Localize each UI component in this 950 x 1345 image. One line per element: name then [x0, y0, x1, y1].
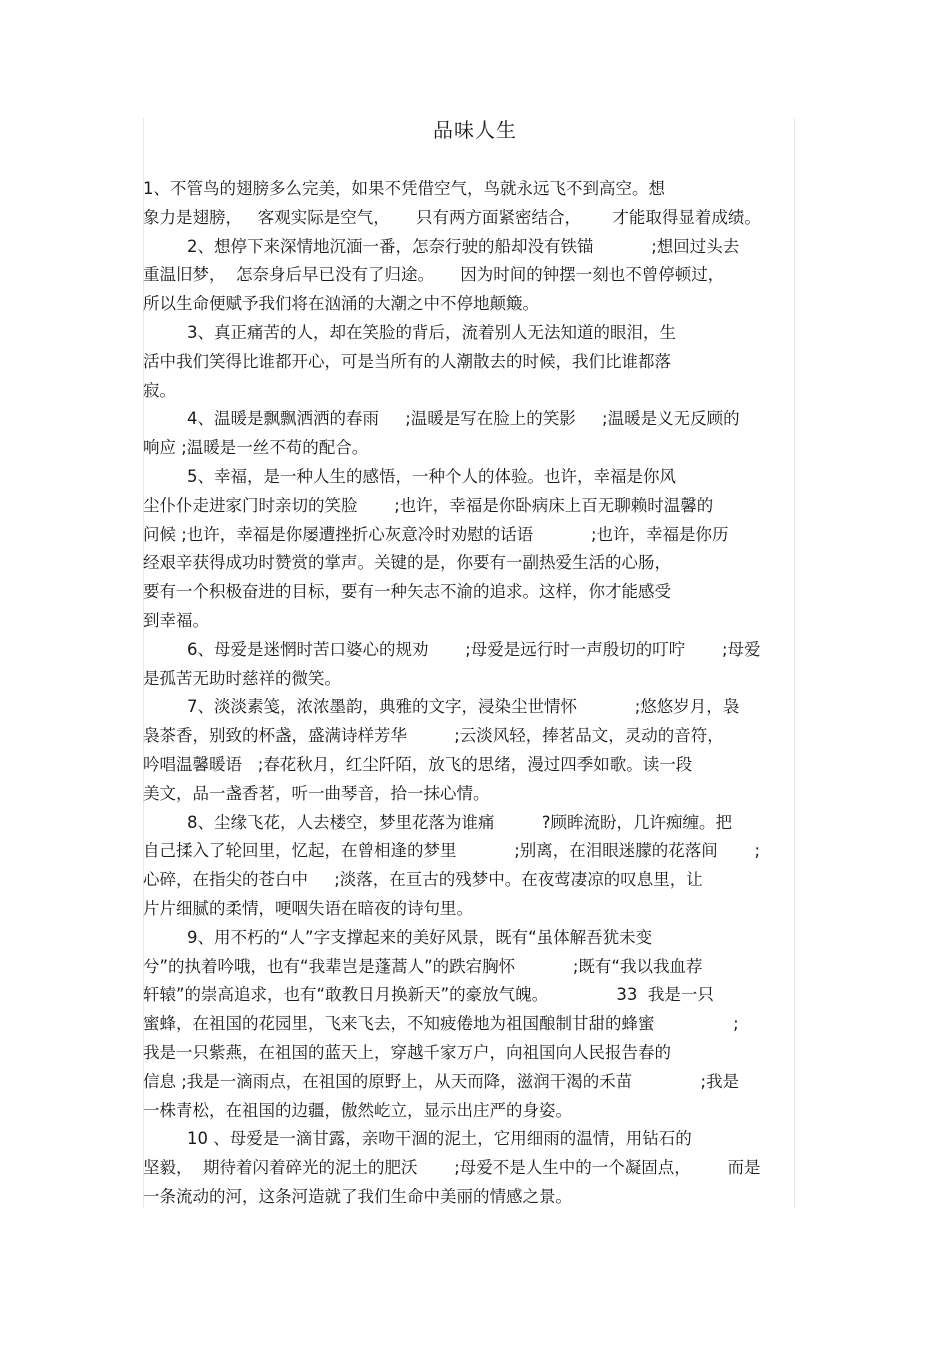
text-line: 象力是翅膀， 客观实际是空气， 只有两方面紧密结合， 才能取得显着成绩。 — [143, 207, 761, 227]
text-line: 心碎，在指尖的苍白中 ;淡落，在亘古的残梦中。在夜莺凄凉的叹息里，让 — [143, 870, 703, 890]
text-line: 7、淡淡素笺，浓浓墨韵，典雅的文字，浸染尘世情怀 ;悠悠岁月，袅 — [187, 697, 740, 717]
text-line: 袅茶香，别致的杯盏，盛满诗样芳华 ;云淡风轻，捧茗品文，灵动的音符， — [143, 726, 724, 746]
text-line: 5、幸福，是一种人生的感悟，一种个人的体验。也许，幸福是你风 — [187, 466, 676, 486]
text-line: 4、温暖是飘飘洒洒的春雨 ;温暖是写在脸上的笑影 ;温暖是义无反顾的 — [187, 409, 740, 429]
text-line: 问候 ;也许，幸福是你屡遭挫折心灰意冷时劝慰的话语 ;也许，幸福是你历 — [143, 524, 729, 544]
text-line: 自己揉入了轮回里，忆起，在曾相逢的梦里 ;别离，在泪眼迷朦的花落间 ; — [143, 841, 761, 861]
text-line: 6、母爱是迷惘时苦口婆心的规劝 ;母爱是远行时一声殷切的叮咛 ;母爱 — [187, 639, 761, 659]
text-line: 寂。 — [143, 380, 176, 400]
text-line: 活中我们笑得比谁都开心，可是当所有的人潮散去的时候，我们比谁都落 — [143, 351, 671, 371]
text-line: 轩辕”的崇高追求，也有“敢教日月换新天”的豪放气魄。 33 我是一只 — [143, 985, 714, 1005]
text-line: 要有一个积极奋进的目标，要有一种矢志不渝的追求。这样，你才能感受 — [143, 582, 671, 602]
text-line: 1、不管鸟的翅膀多么完美，如果不凭借空气，鸟就永远飞不到高空。想 — [143, 179, 665, 198]
text-line: 蜜蜂，在祖国的花园里，飞来飞去，不知疲倦地为祖国酿制甘甜的蜂蜜 ; — [143, 1014, 739, 1034]
text-line: 是孤苦无助时慈祥的微笑。 — [143, 668, 341, 688]
text-line: 信息 ;我是一滴雨点，在祖国的原野上，从天而降，滋润干渴的禾苗 ;我是 — [143, 1071, 740, 1091]
text-line: 9、用不朽的“人”字支撑起来的美好风景，既有“虽体解吾犹未变 — [187, 927, 653, 947]
text-line: 重温旧梦， 怎奈身后早已没有了归途。 因为时间的钟摆一刻也不曾停顿过， — [143, 265, 725, 285]
text-line: 所以生命便赋予我们将在汹涌的大潮之中不停地颠簸。 — [143, 294, 539, 314]
text-line: 吟唱温馨暖语 ;春花秋月，红尘阡陌，放飞的思绪，漫过四季如歌。读一段 — [143, 754, 693, 774]
text-line: 片片细腻的柔情，哽咽失语在暗夜的诗句里。 — [143, 898, 473, 918]
text-line: 美文，品一盏香茗，听一曲琴音，拾一抹心情。 — [143, 783, 490, 803]
document-body — [143, 175, 795, 1212]
page-title: 品味人生 — [433, 118, 517, 142]
text-line: 10 、母爱是一滴甘露，亲吻干涸的泥土，它用细雨的温情，用钻石的 — [187, 1129, 692, 1149]
text-line: 2、想停下来深情地沉湎一番，怎奈行驶的船却没有铁锚 ;想回过头去 — [187, 236, 740, 256]
text-line: 一株青松，在祖国的边疆，傲然屹立，显示出庄严的身姿。 — [143, 1100, 572, 1120]
text-line: 经艰辛获得成功时赞赏的掌声。关键的是，你要有一副热爱生活的心肠， — [143, 553, 671, 573]
text-line: 响应 ;温暖是一丝不苟的配合。 — [143, 438, 369, 458]
text-line: 尘仆仆走进家门时亲切的笑脸 ;也许，幸福是你卧病床上百无聊赖时温馨的 — [143, 495, 714, 515]
text-line: 兮”的执着吟哦，也有“我辈岂是蓬蒿人”的跌宕胸怀 ;既有“我以我血荐 — [143, 956, 703, 976]
text-line: 到幸福。 — [143, 610, 209, 630]
text-line: 8、尘缘飞花，人去楼空，梦里花落为谁痛 ?顾眸流盼，几许痴缠。把 — [187, 812, 732, 832]
text-line: 3、真正痛苦的人，却在笑脸的背后，流着别人无法知道的眼泪，生 — [187, 322, 676, 342]
text-line: 我是一只紫燕，在祖国的蓝天上，穿越千家万户，向祖国向人民报告春的 — [143, 1042, 671, 1062]
text-line: 一条流动的河，这条河造就了我们生命中美丽的情感之景。 — [143, 1186, 572, 1206]
text-line: 坚毅， 期待着闪着碎光的泥土的肥沃 ;母爱不是人生中的一个凝固点， 而是 — [143, 1158, 761, 1178]
